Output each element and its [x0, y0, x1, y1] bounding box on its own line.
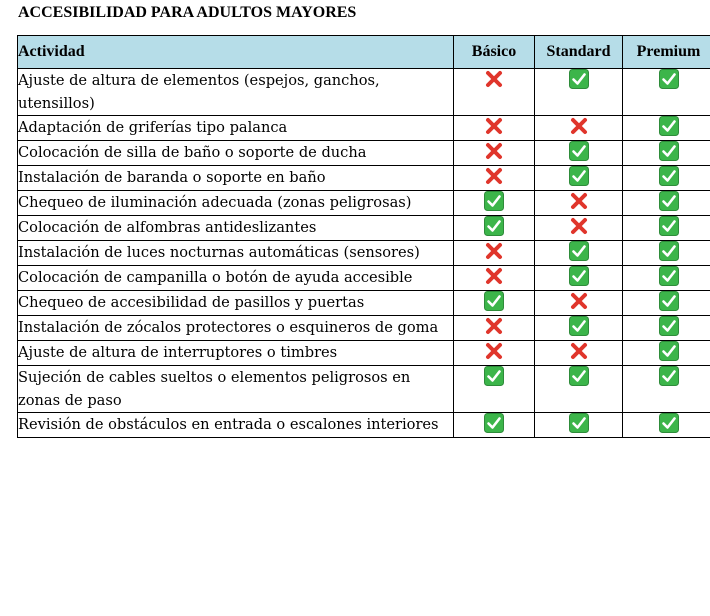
activity-cell: Adaptación de griferías tipo palanca — [18, 116, 454, 141]
standard-cell — [535, 69, 623, 116]
activity-cell: Instalación de zócalos protectores o esquineros de goma — [18, 316, 454, 341]
cross-mark-icon — [484, 69, 504, 89]
check-mark-icon — [659, 366, 679, 386]
check-mark-icon — [484, 191, 504, 211]
check-mark-icon — [659, 69, 679, 89]
cross-mark-icon — [569, 341, 589, 361]
table-row — [18, 141, 710, 166]
activity-cell: Ajuste de altura de interruptores o timbres — [18, 341, 454, 366]
basic-cell — [454, 191, 535, 216]
cross-mark-icon — [569, 191, 589, 211]
check-mark-icon — [484, 413, 504, 433]
premium-cell — [623, 241, 710, 266]
check-mark-icon — [659, 116, 679, 136]
premium-cell — [623, 216, 710, 241]
table-row — [18, 191, 710, 216]
cross-mark-icon — [484, 116, 504, 136]
standard-cell — [535, 166, 623, 191]
check-mark-icon — [569, 266, 589, 286]
premium-cell — [623, 69, 710, 116]
table-row — [18, 116, 710, 141]
check-mark-icon — [569, 166, 589, 186]
standard-cell — [535, 266, 623, 291]
premium-cell — [623, 191, 710, 216]
basic-cell — [454, 316, 535, 341]
basic-cell — [454, 166, 535, 191]
table-row — [18, 413, 710, 438]
check-mark-icon — [659, 266, 679, 286]
basic-cell — [454, 341, 535, 366]
activity-cell: Instalación de luces nocturnas automáticas (sensores) — [18, 241, 454, 266]
table-row — [18, 316, 710, 341]
activity-cell: Colocación de alfombras antideslizantes — [18, 216, 454, 241]
check-mark-icon — [569, 366, 589, 386]
premium-cell — [623, 166, 710, 191]
table-row — [18, 69, 710, 116]
check-mark-icon — [484, 291, 504, 311]
basic-cell — [454, 266, 535, 291]
basic-cell — [454, 291, 535, 316]
basic-cell — [454, 413, 535, 438]
cross-mark-icon — [569, 116, 589, 136]
header-row — [18, 36, 710, 69]
premium-cell — [623, 291, 710, 316]
standard-cell — [535, 413, 623, 438]
table-row — [18, 166, 710, 191]
cross-mark-icon — [569, 216, 589, 236]
check-mark-icon — [659, 166, 679, 186]
column-header-basic: Básico — [454, 36, 535, 69]
check-mark-icon — [569, 69, 589, 89]
premium-cell — [623, 141, 710, 166]
table-row — [18, 366, 710, 413]
standard-cell — [535, 366, 623, 413]
cross-mark-icon — [484, 166, 504, 186]
check-mark-icon — [569, 316, 589, 336]
table-row — [18, 341, 710, 366]
standard-cell — [535, 316, 623, 341]
activity-cell: Instalación de baranda o soporte en baño — [18, 166, 454, 191]
activity-cell: Chequeo de accesibilidad de pasillos y puertas — [18, 291, 454, 316]
activity-cell: Colocación de campanilla o botón de ayuda accesible — [18, 266, 454, 291]
standard-cell — [535, 191, 623, 216]
check-mark-icon — [484, 216, 504, 236]
check-mark-icon — [659, 216, 679, 236]
column-header-activity: Actividad — [18, 36, 454, 69]
cross-mark-icon — [569, 291, 589, 311]
activity-cell: Revisión de obstáculos en entrada o escalones interiores — [18, 413, 454, 438]
basic-cell — [454, 141, 535, 166]
standard-cell — [535, 116, 623, 141]
column-header-premium: Premium — [623, 36, 710, 69]
basic-cell — [454, 241, 535, 266]
check-mark-icon — [659, 291, 679, 311]
cross-mark-icon — [484, 341, 504, 361]
basic-cell — [454, 216, 535, 241]
cross-mark-icon — [484, 241, 504, 261]
activity-cell: Sujeción de cables sueltos o elementos peligrosos en zonas de paso — [18, 366, 454, 413]
basic-cell — [454, 69, 535, 116]
activity-cell: Ajuste de altura de elementos (espejos, ganchos, utensillos) — [18, 69, 454, 116]
check-mark-icon — [569, 141, 589, 161]
check-mark-icon — [569, 413, 589, 433]
check-mark-icon — [659, 141, 679, 161]
table-row — [18, 291, 710, 316]
column-header-standard: Standard — [535, 36, 623, 69]
check-mark-icon — [484, 366, 504, 386]
cross-mark-icon — [484, 266, 504, 286]
standard-cell — [535, 341, 623, 366]
table-body — [18, 69, 710, 438]
standard-cell — [535, 216, 623, 241]
check-mark-icon — [659, 316, 679, 336]
standard-cell — [535, 291, 623, 316]
table-row — [18, 266, 710, 291]
check-mark-icon — [659, 241, 679, 261]
activity-cell: Colocación de silla de baño o soporte de ducha — [18, 141, 454, 166]
check-mark-icon — [659, 413, 679, 433]
premium-cell — [623, 266, 710, 291]
activity-cell: Chequeo de iluminación adecuada (zonas peligrosas) — [18, 191, 454, 216]
cross-mark-icon — [484, 141, 504, 161]
basic-cell — [454, 366, 535, 413]
premium-cell — [623, 116, 710, 141]
standard-cell — [535, 141, 623, 166]
page-title: ACCESIBILIDAD PARA ADULTOS MAYORES — [18, 4, 357, 21]
premium-cell — [623, 413, 710, 438]
premium-cell — [623, 341, 710, 366]
check-mark-icon — [659, 191, 679, 211]
cross-mark-icon — [484, 316, 504, 336]
check-mark-icon — [569, 241, 589, 261]
premium-cell — [623, 366, 710, 413]
standard-cell — [535, 241, 623, 266]
check-mark-icon — [659, 341, 679, 361]
table-row — [18, 241, 710, 266]
premium-cell — [623, 316, 710, 341]
accessibility-table — [17, 35, 710, 438]
table-row — [18, 216, 710, 241]
basic-cell — [454, 116, 535, 141]
